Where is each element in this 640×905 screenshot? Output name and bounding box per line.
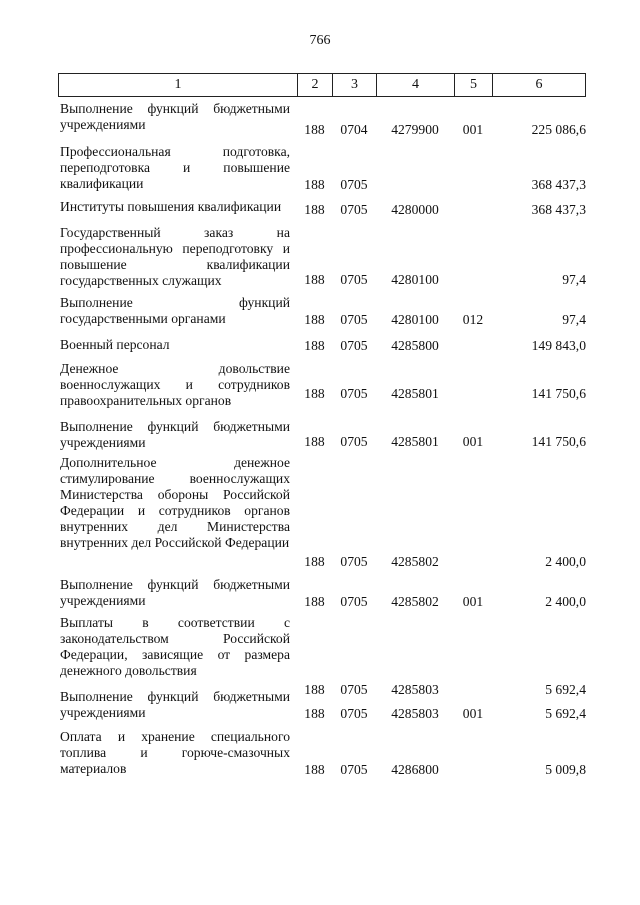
table-row — [58, 574, 586, 610]
row-name: Выполнение функций бюджетными учреждениями — [60, 577, 290, 608]
header-col-2: 2 — [298, 74, 333, 96]
row-c4: 4285802 — [391, 554, 439, 569]
header-col-5: 5 — [455, 74, 493, 96]
row-c4: 4285801 — [391, 386, 439, 401]
row-c4: 4285800 — [391, 338, 439, 353]
row-name: Выполнение функций бюджетными учреждениями — [60, 419, 290, 450]
table-row — [58, 196, 586, 218]
row-c6: 97,4 — [562, 272, 586, 287]
table-row — [58, 222, 586, 288]
row-name: Выплаты в соответствии с законодательством Российской Федерации, зависящие от размера денежного довольствия — [60, 615, 290, 678]
row-c2: 188 — [304, 122, 325, 137]
row-c4: 4280100 — [391, 312, 439, 327]
row-c3: 0705 — [340, 682, 368, 697]
row-name: Дополнительное денежное стимулирование военнослужащих Министерства обороны Российской Федерации и сотрудников органов внутренних дел Министерства внутренних дел Российской Федерации — [60, 455, 290, 550]
table-row — [58, 292, 586, 328]
row-c6: 97,4 — [562, 312, 586, 327]
row-c4: 4285802 — [391, 594, 439, 609]
row-c3: 0705 — [340, 554, 368, 569]
table-row — [58, 726, 586, 778]
row-c3: 0705 — [340, 312, 368, 327]
row-c2: 188 — [304, 554, 325, 569]
row-name: Денежное довольствие военнослужащих и сотрудников правоохранительных органов — [60, 361, 290, 408]
row-c5: 001 — [462, 594, 484, 609]
row-c4: 4285803 — [391, 706, 439, 721]
row-c3: 0705 — [340, 202, 368, 217]
row-c3: 0705 — [340, 706, 368, 721]
row-c3: 0705 — [340, 386, 368, 401]
table-row — [58, 358, 586, 408]
row-c6: 141 750,6 — [531, 386, 586, 401]
row-c2: 188 — [304, 594, 325, 609]
row-name: Профессиональная подготовка, переподготовка и повышение квалификации — [60, 144, 290, 191]
row-c6: 5 692,4 — [545, 682, 586, 697]
header-col-6: 6 — [535, 77, 543, 92]
row-c6: 5 009,8 — [545, 762, 586, 777]
header-col-1: 1 — [59, 74, 298, 96]
row-c3: 0705 — [340, 177, 368, 192]
page-number: 766 — [309, 33, 331, 48]
row-c6: 225 086,6 — [531, 122, 586, 137]
table-row — [58, 686, 586, 722]
row-c2: 188 — [304, 272, 325, 287]
row-c2: 188 — [304, 312, 325, 327]
row-name: Выполнение функций государственными органами — [60, 295, 290, 326]
row-c2: 188 — [304, 386, 325, 401]
row-c6: 2 400,0 — [545, 594, 586, 609]
row-c6: 368 437,3 — [531, 177, 586, 192]
row-c5: 012 — [462, 312, 484, 327]
header-col-3: 3 — [333, 74, 377, 96]
row-c6: 368 437,3 — [531, 202, 586, 217]
row-c4: 4286800 — [391, 762, 439, 777]
row-c4: 4279900 — [391, 122, 439, 137]
row-c5: 001 — [462, 434, 484, 449]
table-header — [58, 73, 586, 97]
row-c3: 0705 — [340, 762, 368, 777]
header-col-4: 4 — [377, 74, 455, 96]
row-c4: 4280100 — [391, 272, 439, 287]
row-c4: 4285801 — [391, 434, 439, 449]
table-row — [58, 334, 586, 354]
row-c4: 4280000 — [391, 202, 439, 217]
row-c2: 188 — [304, 706, 325, 721]
row-c4: 4285803 — [391, 682, 439, 697]
row-name: Выполнение функций бюджетными учреждениями — [60, 689, 290, 720]
row-c2: 188 — [304, 338, 325, 353]
row-c5: 001 — [462, 122, 484, 137]
row-name: Выполнение функций бюджетными учреждениями — [60, 101, 290, 132]
row-c2: 188 — [304, 434, 325, 449]
row-c3: 0705 — [340, 338, 368, 353]
table-row — [58, 98, 586, 138]
row-c6: 2 400,0 — [545, 554, 586, 569]
row-c6: 141 750,6 — [531, 434, 586, 449]
row-c6: 5 692,4 — [545, 706, 586, 721]
row-c3: 0705 — [340, 272, 368, 287]
table-row — [58, 141, 586, 193]
row-c2: 188 — [304, 682, 325, 697]
row-c2: 188 — [304, 177, 325, 192]
row-name: Институты повышения квалификации — [60, 199, 282, 214]
row-name: Государственный заказ на профессиональную переподготовку и повышение квалификации государственных служащих — [60, 225, 290, 288]
row-c3: 0705 — [340, 594, 368, 609]
row-c2: 188 — [304, 762, 325, 777]
row-c2: 188 — [304, 202, 325, 217]
row-c3: 0704 — [340, 122, 368, 137]
row-c6: 149 843,0 — [531, 338, 586, 353]
table-row — [58, 416, 586, 450]
row-name: Военный персонал — [60, 337, 170, 352]
row-name: Оплата и хранение специального топлива и горюче-смазочных материалов — [60, 729, 290, 776]
table-row — [58, 452, 586, 570]
row-c5: 001 — [462, 706, 484, 721]
row-c3: 0705 — [340, 434, 368, 449]
